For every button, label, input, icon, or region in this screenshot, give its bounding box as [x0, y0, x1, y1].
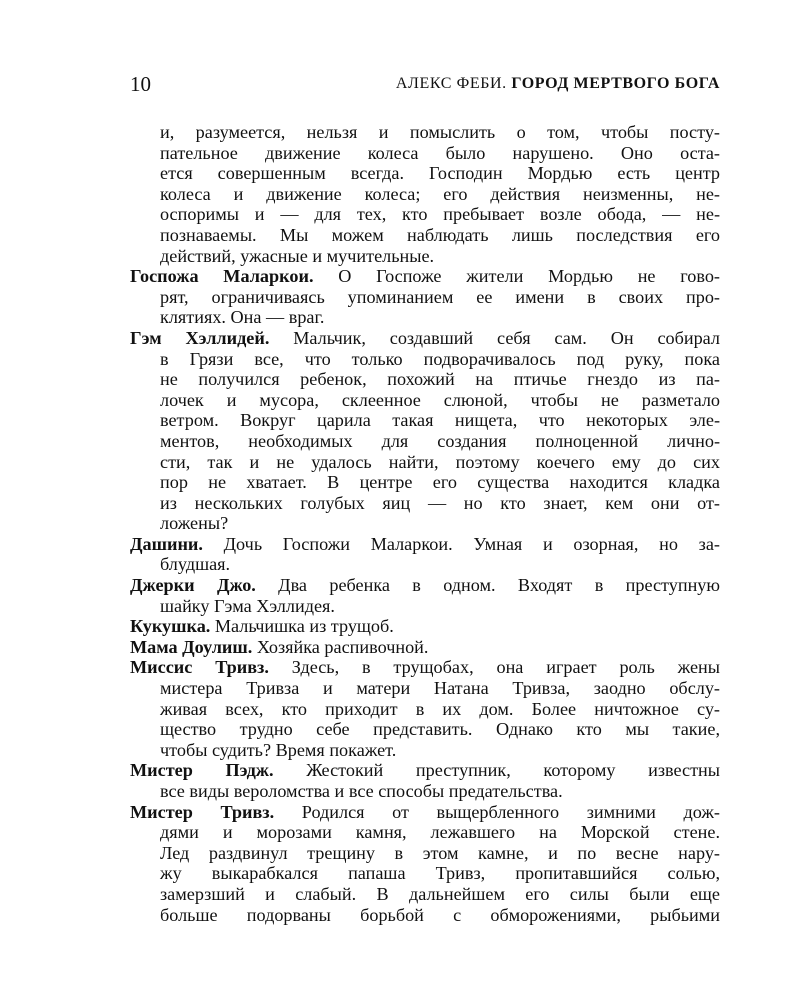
- entry-text: Родился от выщербленного зимними дож-: [274, 801, 720, 822]
- glossary-entry-mister-trivz: [130, 802, 720, 926]
- glossary-entry-mister-padzh: [130, 760, 720, 801]
- entry-term: Мама Доулиш.: [130, 636, 253, 657]
- entry-term: Мистер Пэдж.: [130, 760, 274, 781]
- entry-text: О Госпоже жители Мордью не гово-: [313, 266, 720, 287]
- text-line: [130, 575, 720, 596]
- text-line: действий, ужасные и мучительные.: [160, 245, 435, 266]
- running-head-author: АЛЕКС ФЕБИ.: [395, 75, 512, 92]
- entry-term: Мистер Тривз.: [130, 801, 275, 822]
- text-line: больше подорваны борьбой с обморожениями, рыбьими: [160, 904, 720, 925]
- glossary-entry-gospozha-malarkoi: [130, 266, 720, 328]
- text-line: блудшая.: [160, 554, 231, 575]
- text-line: ветром. Вокруг царила такая нищета, что некоторых эле-: [160, 410, 720, 431]
- glossary-entry-kukushka: [130, 616, 720, 637]
- text-line: ложены?: [160, 513, 229, 534]
- entry-text: Здесь, в трущобах, она играет роль жены: [268, 657, 720, 678]
- text-line: рят, ограничиваясь упоминанием ее имени в своих про-: [160, 286, 720, 307]
- text-line: замерзший и слабый. В дальнейшем его силы были еще: [160, 883, 720, 904]
- text-line: колеса и движение колеса; его действия неизменны, не-: [160, 183, 720, 204]
- entry-term: Дашини.: [130, 533, 203, 554]
- text-line: [130, 328, 720, 349]
- text-line: [130, 802, 720, 823]
- text-line: пательное движение колеса было нарушено. Оно оста-: [160, 142, 720, 163]
- text-line: познаваемы. Мы можем наблюдать лишь последствия его: [160, 224, 720, 245]
- entry-text: Жестокий преступник, которому известны: [273, 760, 720, 781]
- text-line: щество трудно себе представить. Однако кто мы такие,: [160, 719, 720, 740]
- text-line: [130, 616, 720, 637]
- running-header: [130, 72, 720, 98]
- text-line: чтобы судить? Время покажет.: [160, 739, 397, 760]
- text-line: мистера Тривза и матери Натана Тривза, заодно обслу-: [160, 678, 720, 699]
- entry-term: Джерки Джо.: [130, 575, 256, 596]
- text-line: клятиях. Она — враг.: [160, 307, 325, 328]
- glossary-entry-dashini: [130, 534, 720, 575]
- entry-text: Дочь Госпожи Маларкои. Умная и озорная, но за-: [202, 533, 720, 554]
- text-line: жу выкарабкался папаша Тривз, пропитавшийся солью,: [160, 863, 720, 884]
- entry-text: Мальчишка из трущоб.: [210, 616, 394, 637]
- glossary-entry-mama-dowlish: [130, 637, 720, 658]
- glossary-entry-jerky-jo: [130, 575, 720, 616]
- glossary-entry-continuation: [130, 122, 720, 266]
- text-line: живая всех, кто приходит в их дом. Более ничтожное су-: [160, 698, 720, 719]
- glossary-entry-gem-halliday: [130, 328, 720, 534]
- text-line: [130, 637, 720, 658]
- text-line: дями и морозами камня, лежавшего на Морской стене.: [160, 822, 720, 843]
- entry-term: Кукушка.: [130, 616, 211, 637]
- text-line: ментов, необходимых для создания полноценной лично-: [160, 430, 720, 451]
- text-line: из нескольких голубых яиц — но кто знает, кем они от-: [160, 492, 720, 513]
- text-line: [130, 657, 720, 678]
- text-line: все виды вероломства и все способы предательства.: [160, 781, 563, 801]
- text-line: в Грязи все, что только подворачивалось под руку, пока: [160, 348, 720, 369]
- entry-term: Гэм Хэллидей.: [130, 327, 270, 348]
- entry-text: Мальчик, создавший себя сам. Он собирал: [269, 327, 720, 348]
- text-line: сти, так и не удалось найти, поэтому коечего ему до сих: [160, 451, 720, 472]
- glossary-text: [130, 122, 720, 925]
- running-head: [396, 75, 720, 93]
- entry-text: Хозяйка распивочной.: [252, 636, 429, 657]
- text-line: шайку Гэма Хэллидея.: [160, 595, 335, 616]
- text-line: [130, 760, 720, 781]
- text-line: оспоримы и — для тех, кто пребывает возле обода, — не-: [160, 204, 720, 225]
- entry-term: Миссис Тривз.: [130, 657, 269, 678]
- text-line: ется совершенным всегда. Господин Мордью есть центр: [160, 163, 720, 184]
- text-line: не получился ребенок, похожий на птичье гнездо из па-: [160, 369, 720, 390]
- running-head-book-title: ГОРОД МЕРТВОГО БОГА: [511, 75, 720, 92]
- text-line: [130, 266, 720, 287]
- text-line: Лед раздвинул трещину в этом камне, и по весне нару-: [160, 842, 720, 863]
- text-line: лочек и мусора, склеенное слюной, чтобы не разметало: [160, 389, 720, 410]
- text-line: и, разумеется, нельзя и помыслить о том, чтобы посту-: [160, 122, 720, 142]
- text-line: пор не хватает. В центре его существа находится кладка: [160, 472, 720, 493]
- page-number: 10: [130, 72, 151, 96]
- entry-text: Два ребенка в одном. Входят в преступную: [255, 575, 720, 596]
- text-line: [130, 534, 720, 555]
- glossary-entry-missis-trivz: [130, 657, 720, 760]
- entry-term: Госпожа Маларкои.: [130, 266, 314, 287]
